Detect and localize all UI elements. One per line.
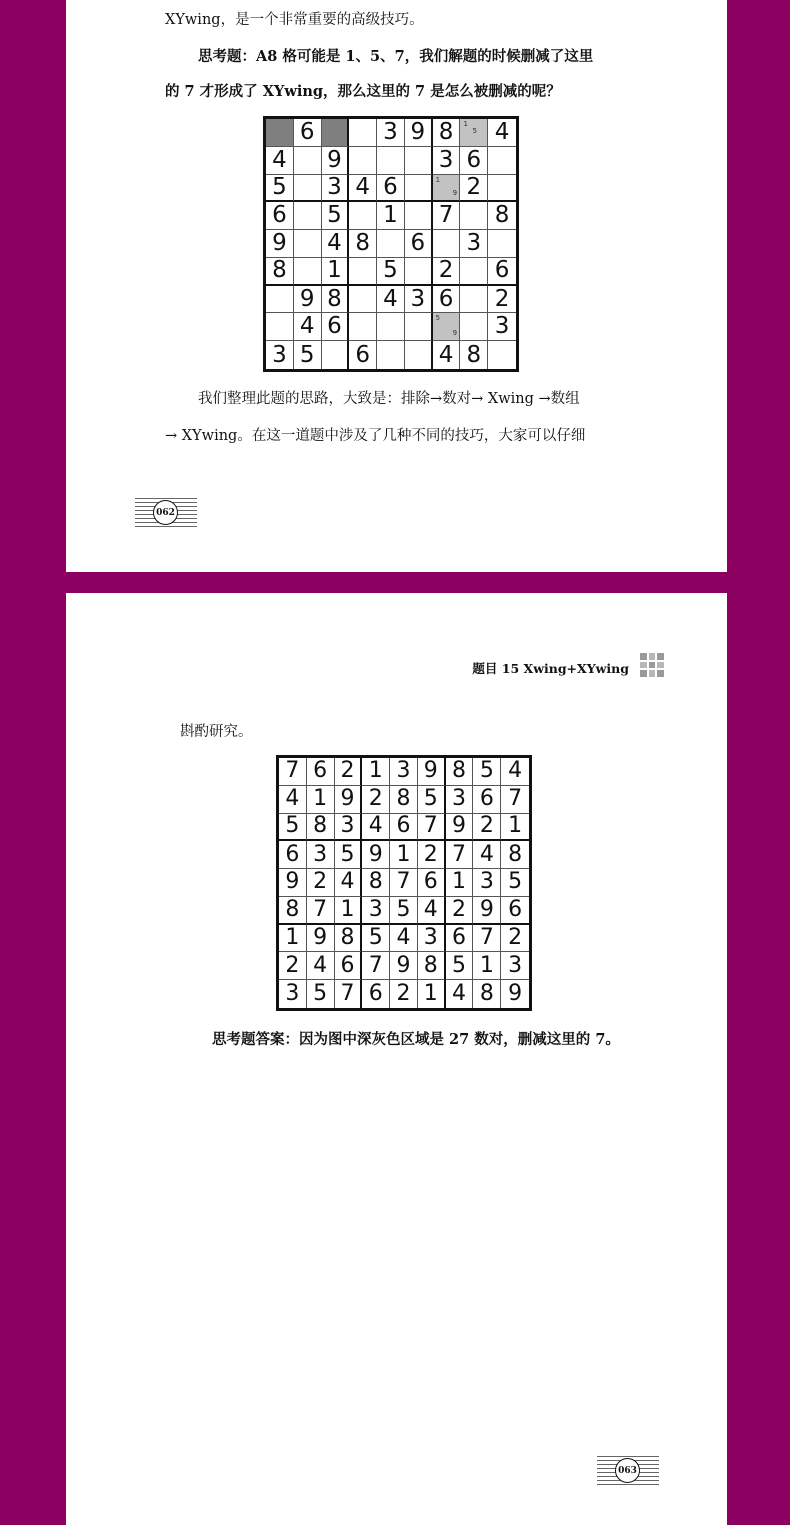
- grid-cell: 6: [405, 230, 433, 258]
- grid-cell: 6: [418, 869, 446, 897]
- grid-cell: 8: [307, 814, 335, 842]
- grid-cell: 4: [488, 119, 516, 147]
- grid-cell: [460, 258, 488, 286]
- grid-cell: [349, 286, 377, 314]
- grid-cell: 6: [460, 147, 488, 175]
- grid-cell: 5: [294, 341, 322, 369]
- grid-cell: 3: [362, 897, 390, 925]
- page-062: [66, 0, 727, 572]
- grid-cell: 4: [501, 758, 529, 786]
- grid-cell: 4: [307, 952, 335, 980]
- grid-cell: [349, 313, 377, 341]
- sudoku-puzzle-grid: [263, 116, 519, 372]
- grid-cell: [322, 119, 350, 147]
- grid-cell: 7: [335, 980, 363, 1008]
- grid-cell: 6: [446, 925, 474, 953]
- grid-cell: 3: [335, 814, 363, 842]
- grid-cell: 7: [418, 814, 446, 842]
- chapter-header: 题目 15 Xwing+XYwing: [472, 661, 629, 676]
- grid-cell: [377, 147, 405, 175]
- grid-cell: 5: [279, 814, 307, 842]
- grid-cell: [377, 313, 405, 341]
- grid-cell: 8: [279, 897, 307, 925]
- grid-cell: [377, 341, 405, 369]
- summary-line-1: 我们整理此题的思路，大致是：排除→数对→ Xwing →数组: [198, 391, 580, 407]
- grid-cell: 5: [322, 202, 350, 230]
- grid-cell: 3: [377, 119, 405, 147]
- grid-cell: [266, 119, 294, 147]
- grid-cell: 4: [446, 980, 474, 1008]
- grid-cell: 4: [335, 869, 363, 897]
- grid-cell: 5: [362, 925, 390, 953]
- grid-cell: 5: [377, 258, 405, 286]
- grid-cell: 7: [501, 786, 529, 814]
- header-grid-icon: [640, 653, 664, 677]
- candidate-mark: 5: [435, 314, 441, 323]
- grid-cell: [294, 258, 322, 286]
- grid-cell: 6: [335, 952, 363, 980]
- grid-cell: 1: [307, 786, 335, 814]
- grid-cell: 4: [433, 341, 461, 369]
- grid-cell: 1: [335, 897, 363, 925]
- grid-cell: 5: [418, 786, 446, 814]
- grid-cell: 7: [362, 952, 390, 980]
- grid-cell: [349, 147, 377, 175]
- grid-cell: [294, 230, 322, 258]
- grid-cell: 1: [362, 758, 390, 786]
- grid-cell: 8: [322, 286, 350, 314]
- grid-cell: 8: [418, 952, 446, 980]
- candidate-mark: 1: [463, 120, 468, 128]
- grid-cell: 6: [279, 841, 307, 869]
- grid-cell: 9: [508, 981, 523, 1007]
- grid-cell: 1: [446, 869, 474, 897]
- grid-cell: 3: [488, 313, 516, 341]
- grid-cell: 9: [307, 925, 335, 953]
- grid-cell: 9: [390, 952, 418, 980]
- grid-cell: 9: [294, 286, 322, 314]
- grid-cell: 6: [294, 119, 322, 147]
- grid-cell: 7: [307, 897, 335, 925]
- grid-cell: 8: [335, 925, 363, 953]
- grid-cell: 4: [362, 814, 390, 842]
- grid-cell: 5: [307, 980, 335, 1008]
- grid-cell: [405, 175, 433, 203]
- candidate-mark: 9: [452, 329, 458, 338]
- grid-cell: 2: [307, 869, 335, 897]
- grid-cell: 2: [335, 758, 363, 786]
- grid-cell: 7: [390, 869, 418, 897]
- grid-cell: [405, 147, 433, 175]
- grid-cell: 3: [266, 341, 294, 369]
- grid-cell: 9: [405, 119, 433, 147]
- grid-cell: 3: [433, 147, 461, 175]
- grid-cell: 2: [433, 258, 461, 286]
- grid-cell: 9: [362, 841, 390, 869]
- grid-cell: 9: [335, 786, 363, 814]
- grid-cell: 8: [501, 841, 529, 869]
- grid-cell: 8: [349, 230, 377, 258]
- grid-cell: [488, 175, 516, 203]
- grid-cell: 8: [433, 119, 461, 147]
- grid-cell: 4: [377, 286, 405, 314]
- answer-text: 思考题答案：因为图中深灰色区域是 27 数对，删减这里的 7。: [212, 1031, 620, 1048]
- grid-cell: 6: [322, 313, 350, 341]
- grid-cell: [488, 230, 516, 258]
- grid-cell: 4: [266, 147, 294, 175]
- page-063: [66, 593, 727, 1525]
- grid-cell: 3: [418, 925, 446, 953]
- candidate-mark: 1: [435, 175, 441, 184]
- grid-cell: 3: [405, 286, 433, 314]
- grid-cell: [460, 286, 488, 314]
- grid-cell: 3: [446, 786, 474, 814]
- grid-cell: 1: [377, 202, 405, 230]
- text-line: XYwing，是一个非常重要的高级技巧。: [165, 12, 424, 28]
- grid-cell: [349, 202, 377, 230]
- grid-cell: 7: [279, 758, 307, 786]
- grid-cell: [322, 341, 350, 369]
- grid-cell: 9: [473, 897, 501, 925]
- grid-cell: [433, 230, 461, 258]
- grid-cell: 4: [390, 925, 418, 953]
- grid-cell: 6: [266, 202, 294, 230]
- candidate-mark: 9: [452, 189, 458, 198]
- page-number: 063: [615, 1458, 640, 1483]
- grid-cell: 6: [433, 286, 461, 314]
- grid-cell: 6: [362, 980, 390, 1008]
- candidate-mark: 5: [472, 127, 477, 135]
- grid-cell: [460, 313, 488, 341]
- grid-cell: 5: [501, 869, 529, 897]
- grid-cell: [405, 313, 433, 341]
- grid-cell: [405, 202, 433, 230]
- grid-cell: 1: [473, 952, 501, 980]
- grid-cell: 8: [446, 758, 474, 786]
- grid-cell: 8: [266, 258, 294, 286]
- summary-line-2: → XYwing。在这一道题中涉及了几种不同的技巧，大家可以仔细: [165, 428, 586, 444]
- grid-cell: [294, 147, 322, 175]
- grid-cell: [294, 202, 322, 230]
- grid-cell: [377, 230, 405, 258]
- grid-cell: 5: [266, 175, 294, 203]
- grid-cell: [433, 175, 461, 203]
- grid-cell: [405, 258, 433, 286]
- grid-cell: 2: [488, 286, 516, 314]
- grid-cell: 9: [266, 230, 294, 258]
- page-number-badge: [597, 1453, 659, 1487]
- grid-cell: 1: [279, 925, 307, 953]
- grid-cell: 2: [501, 925, 529, 953]
- grid-cell: 1: [501, 814, 529, 842]
- grid-cell: 5: [473, 758, 501, 786]
- grid-cell: 8: [390, 786, 418, 814]
- grid-cell: 2: [473, 814, 501, 842]
- sudoku-solution-grid: [276, 755, 532, 1011]
- grid-cell: 3: [501, 952, 529, 980]
- grid-cell: 1: [390, 841, 418, 869]
- grid-cell: [349, 119, 377, 147]
- grid-cell: 3: [390, 758, 418, 786]
- grid-cell: 8: [362, 869, 390, 897]
- grid-cell: 3: [473, 869, 501, 897]
- grid-cell: 2: [390, 980, 418, 1008]
- grid-cell: 2: [279, 952, 307, 980]
- grid-cell: 3: [279, 980, 307, 1008]
- grid-cell: 7: [433, 202, 461, 230]
- grid-cell: 2: [446, 897, 474, 925]
- grid-cell: 4: [322, 230, 350, 258]
- grid-cell: [460, 119, 488, 147]
- grid-cell: 8: [460, 341, 488, 369]
- page-number-badge: [135, 495, 197, 529]
- grid-cell: [266, 286, 294, 314]
- grid-cell: 1: [322, 258, 350, 286]
- grid-cell: 6: [349, 341, 377, 369]
- grid-cell: 6: [488, 258, 516, 286]
- grid-cell: 9: [446, 814, 474, 842]
- grid-cell: 2: [460, 175, 488, 203]
- grid-cell: 4: [349, 175, 377, 203]
- grid-cell: [349, 258, 377, 286]
- grid-cell: 3: [322, 175, 350, 203]
- text-line: 斟酌研究。: [180, 724, 253, 740]
- question-line-2: 的 7 才形成了 XYwing，那么这里的 7 是怎么被删减的呢？: [165, 83, 561, 100]
- grid-cell: 8: [488, 202, 516, 230]
- grid-cell: 6: [377, 175, 405, 203]
- grid-cell: [460, 202, 488, 230]
- grid-cell: 5: [335, 841, 363, 869]
- grid-cell: [294, 175, 322, 203]
- grid-cell: 8: [473, 980, 501, 1008]
- grid-cell: 7: [473, 925, 501, 953]
- grid-cell: 4: [418, 897, 446, 925]
- grid-cell: 6: [473, 786, 501, 814]
- page-number: 062: [153, 500, 178, 525]
- grid-cell: 9: [279, 869, 307, 897]
- grid-cell: 3: [307, 841, 335, 869]
- grid-cell: 1: [418, 980, 446, 1008]
- question-line-1: 思考题：A8 格可能是 1、5、7，我们解题的时候删减了这里: [198, 48, 594, 65]
- grid-cell: 6: [501, 897, 529, 925]
- grid-cell: [488, 147, 516, 175]
- grid-cell: 2: [362, 786, 390, 814]
- grid-cell: 5: [446, 952, 474, 980]
- grid-cell: 9: [322, 147, 350, 175]
- grid-cell: 4: [473, 841, 501, 869]
- grid-cell: [488, 341, 516, 369]
- grid-cell: 6: [307, 758, 335, 786]
- grid-cell: 2: [418, 841, 446, 869]
- grid-cell: 4: [279, 786, 307, 814]
- grid-cell: [433, 313, 461, 341]
- grid-cell: [405, 341, 433, 369]
- grid-cell: 9: [418, 758, 446, 786]
- grid-cell: [266, 313, 294, 341]
- grid-cell: 5: [390, 897, 418, 925]
- grid-cell: 6: [390, 814, 418, 842]
- grid-cell: 4: [294, 313, 322, 341]
- grid-cell: 3: [460, 230, 488, 258]
- grid-cell: 7: [446, 841, 474, 869]
